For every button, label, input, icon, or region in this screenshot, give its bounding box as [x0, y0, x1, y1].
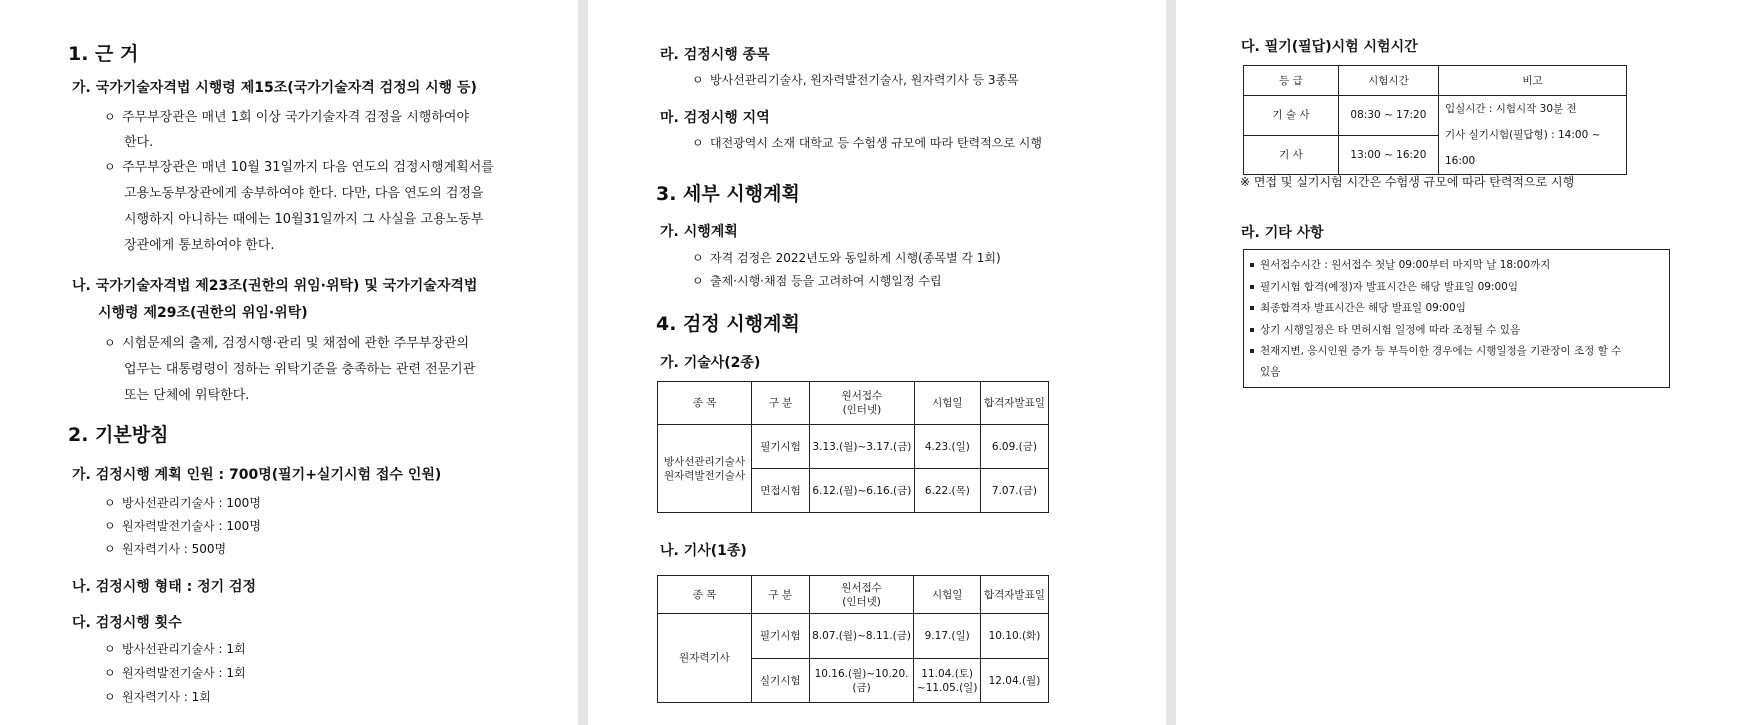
list-item: 상기 시행일정은 타 면허시험 일정에 따라 조정될 수 있음 [1250, 322, 1520, 337]
list-item: 필기시험 합격(예정)자 발표시간은 해당 발표일 09:00임 [1250, 279, 1518, 294]
table-cell-subject: 방사선관리기술사 원자력발전기술사 [658, 425, 752, 513]
exam-time-table [1243, 65, 1627, 175]
table-cell: 3.13.(월)~3.17.(금) [809, 425, 914, 469]
table-cell: 필기시험 [751, 614, 809, 659]
bullet-icon: ㅇ [692, 251, 704, 265]
table-header: 비고 [1438, 66, 1626, 96]
footnote: ※ 면접 및 실기시험 시간은 수험생 규모에 따라 탄력적으로 시행 [1240, 175, 1575, 189]
table-row [658, 425, 1049, 469]
section-1-title: 1. 근 거 [68, 43, 139, 65]
list-item-continued: 업무는 대통령령이 정하는 위탁기준을 충족하는 관련 전문기관 [124, 362, 476, 377]
list-item-continued: 있음 [1260, 366, 1281, 378]
list-item: 천재지변, 응시인원 증가 등 부득이한 경우에는 시행일정을 기관장이 조정 할 수 [1250, 343, 1621, 358]
schedule-table-engineer [657, 575, 1049, 703]
bullet-icon: ㅇ [692, 274, 704, 288]
bullet-icon: ㅇ [104, 110, 116, 124]
table-row [658, 614, 1049, 659]
list-item: 원서접수시간 : 원서접수 첫날 09:00부터 마지막 날 18:00까지 [1250, 257, 1550, 272]
section-2-title: 2. 기본방침 [68, 424, 169, 446]
bullet-icon: ㅇ [104, 519, 116, 533]
table-cell: 면접시험 [752, 469, 810, 513]
heading-ga-professional-engineer: 가. 기술사(2종) [660, 355, 761, 371]
bullet-icon: ㅇ [104, 690, 116, 704]
heading-na-engineer: 나. 기사(1종) [660, 543, 747, 559]
table-cell: 8.07.(월)~8.11.(금) [809, 614, 914, 659]
section-4-title: 4. 검정 시행계획 [656, 313, 800, 335]
page-gap-left [578, 0, 588, 725]
page-gap-right [1166, 0, 1176, 725]
list-item: ㅇ 원자력발전기술사 : 1회 [104, 666, 246, 680]
table-header: 구 분 [751, 576, 809, 614]
bullet-icon: ㅇ [104, 160, 116, 174]
list-item-continued: 고용노동부장관에게 송부하여야 한다. 다만, 다음 연도의 검정을 [124, 186, 484, 201]
table-cell: 7.07.(금) [980, 469, 1048, 513]
list-item: ㅇ 원자력기사 : 1회 [104, 690, 211, 704]
table-header: 종 목 [658, 576, 752, 614]
list-item: ㅇ 방사선관리기술사 : 1회 [104, 642, 246, 656]
page-2 [588, 0, 1166, 725]
list-item: ㅇ 방사선관리기술사, 원자력발전기술사, 원자력기사 등 3종목 [692, 73, 1019, 87]
bullet-icon: ㅇ [692, 73, 704, 87]
heading-ga-plan: 가. 시행계획 [660, 224, 738, 240]
schedule-table-professional [657, 381, 1049, 513]
list-item: ㅇ 주무부장관은 매년 10월 31일까지 다음 연도의 검정시행계획서를 [104, 160, 494, 175]
heading-da-exam-time: 다. 필기(필답)시험 시험시간 [1241, 39, 1418, 55]
table-header: 시험일 [914, 382, 980, 425]
heading-na-delegation-cont: 시행령 제29조(권한의 위임·위탁) [98, 305, 308, 321]
section-3-title: 3. 세부 시행계획 [656, 183, 800, 205]
list-item: ㅇ 출제·시행·채점 등을 고려하여 시행일정 수립 [692, 274, 942, 288]
table-cell: 기 술 사 [1244, 96, 1339, 136]
table-header: 시험시간 [1338, 66, 1438, 96]
table-cell: 6.09.(금) [980, 425, 1048, 469]
bullet-icon: ㅇ [104, 642, 116, 656]
square-bullet-icon [1250, 306, 1254, 310]
square-bullet-icon [1250, 285, 1254, 289]
bullet-icon: ㅇ [104, 336, 116, 350]
square-bullet-icon [1250, 328, 1254, 332]
table-header: 합격자발표일 [980, 382, 1048, 425]
bullet-icon: ㅇ [104, 542, 116, 556]
table-header: 원서접수 (인터넷) [809, 382, 914, 425]
list-item: ㅇ 시험문제의 출제, 검정시행·관리 및 채점에 관한 주무부장관의 [104, 336, 470, 351]
list-item: ㅇ 주무부장관은 매년 1회 이상 국가기술자격 검정을 시행하여야 [104, 110, 470, 125]
list-item-continued: 시행하지 아니하는 때에는 10월31일까지 그 사실을 고용노동부 [124, 212, 484, 227]
heading-ga-legal-basis: 가. 국가기술자격법 시행령 제15조(국가기술자격 검정의 시행 등) [72, 80, 477, 96]
table-cell: 실기시험 [751, 659, 809, 703]
list-item: ㅇ 대전광역시 소재 대학교 등 수험생 규모에 따라 탄력적으로 시행 [692, 136, 1042, 150]
table-cell: 08:30 ~ 17:20 [1338, 96, 1438, 136]
heading-ga-plan-count: 가. 검정시행 계획 인원 : 700명(필기+실기시험 접수 인원) [72, 467, 442, 483]
square-bullet-icon [1250, 263, 1254, 267]
list-item: ㅇ 원자력기사 : 500명 [104, 542, 227, 556]
table-cell-note: 입실시간 : 시험시작 30분 전 기사 실기시험(필답형) : 14:00 ~ 16:00 [1438, 96, 1626, 175]
list-item: ㅇ 원자력발전기술사 : 100명 [104, 519, 261, 533]
table-header: 합격자발표일 [980, 576, 1048, 614]
list-item-continued: 또는 단체에 위탁한다. [124, 388, 250, 403]
table-header: 구 분 [752, 382, 810, 425]
list-item: ㅇ 방사선관리기술사 : 100명 [104, 496, 261, 510]
page-3 [1176, 0, 1753, 725]
table-cell: 10.10.(화) [980, 614, 1048, 659]
table-cell: 6.12.(월)~6.16.(금) [809, 469, 914, 513]
bullet-icon: ㅇ [692, 136, 704, 150]
heading-ma-region: 마. 검정시행 지역 [660, 110, 770, 126]
table-cell: 필기시험 [752, 425, 810, 469]
heading-ra-subjects: 라. 검정시행 종목 [660, 47, 770, 63]
page-1 [0, 0, 578, 725]
heading-na-type: 나. 검정시행 형태 : 정기 검정 [72, 579, 257, 595]
bullet-icon: ㅇ [104, 496, 116, 510]
square-bullet-icon [1250, 349, 1254, 353]
table-header: 등 급 [1244, 66, 1339, 96]
table-cell: 9.17.(일) [914, 614, 980, 659]
table-row [1244, 96, 1627, 136]
heading-na-delegation: 나. 국가기술자격법 제23조(권한의 위임·위탁) 및 국가기술자격법 [72, 278, 478, 294]
bullet-icon: ㅇ [104, 666, 116, 680]
heading-da-frequency: 다. 검정시행 횟수 [72, 615, 182, 631]
table-header: 시험일 [914, 576, 980, 614]
table-header: 종 목 [658, 382, 752, 425]
heading-ra-other: 라. 기타 사항 [1241, 225, 1324, 241]
table-cell: 12.04.(월) [980, 659, 1048, 703]
table-cell: 11.04.(토) ~11.05.(일) [914, 659, 980, 703]
table-cell: 13:00 ~ 16:20 [1338, 135, 1438, 175]
table-cell-subject: 원자력기사 [658, 614, 752, 703]
list-item: 최종합격자 발표시간은 해당 발표일 09:00임 [1250, 300, 1466, 315]
table-header: 원서접수 (인터넷) [809, 576, 914, 614]
list-item-continued: 한다. [124, 135, 154, 150]
table-cell: 4.23.(일) [914, 425, 980, 469]
list-item: ㅇ 자격 검정은 2022년도와 동일하게 시행(종목별 각 1회) [692, 251, 1001, 265]
table-cell: 기 사 [1244, 135, 1339, 175]
table-cell: 10.16.(월)~10.20.(금) [809, 659, 914, 703]
list-item-continued: 장관에게 통보하여야 한다. [124, 238, 275, 253]
table-cell: 6.22.(목) [914, 469, 980, 513]
